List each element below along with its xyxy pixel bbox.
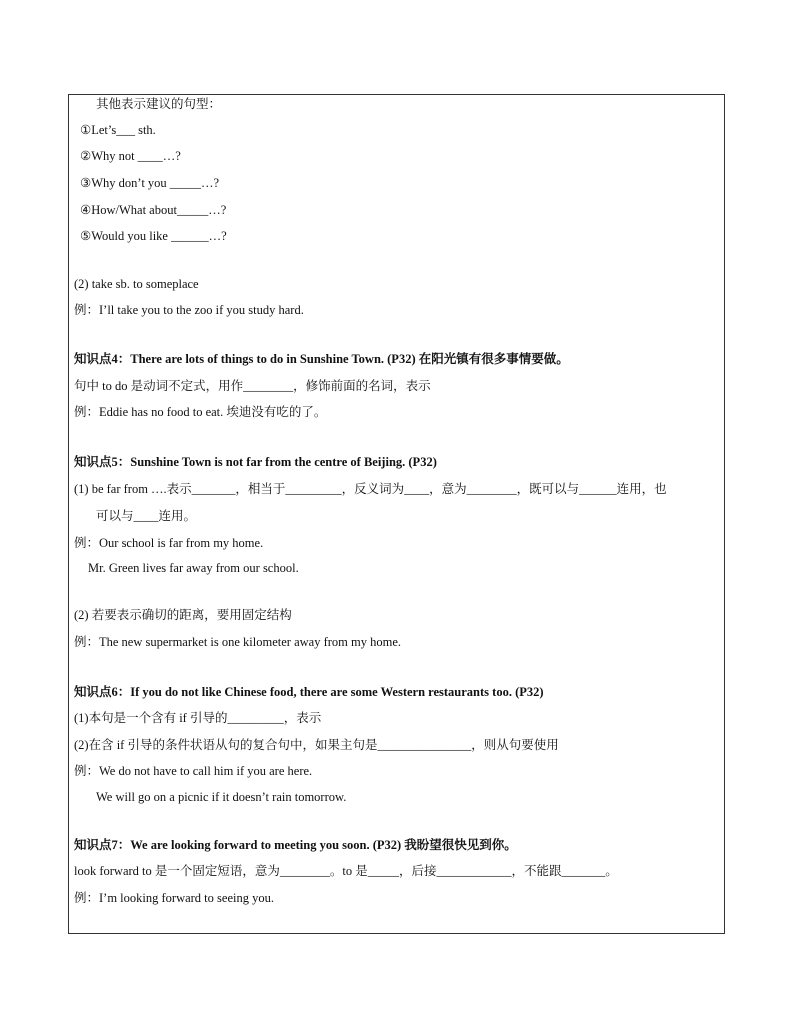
take-example: 例：I’ll take you to the zoo if you study hard. — [74, 303, 304, 317]
point6-line1: (1)本句是一个含有 if 引导的_________，表示 — [74, 711, 322, 725]
point6-line2: (2)在含 if 引导的条件状语从句的复合句中，如果主句是_______________，则从句要使用 — [74, 738, 559, 752]
point6-heading: 知识点6：If you do not like Chinese food, there are some Western restaurants too. (P32) — [74, 685, 544, 699]
point4-example: 例：Eddie has no food to eat. 埃迪没有吃的了。 — [74, 405, 327, 419]
point7-heading: 知识点7：We are looking forward to meeting you soon. (P32) 我盼望很快见到你。 — [74, 838, 517, 852]
take-phrase: (2) take sb. to someplace — [74, 277, 199, 291]
suggestion-item-3: ③Why don’t you _____…? — [80, 176, 220, 190]
point6-example1: 例：We do not have to call him if you are here. — [74, 764, 313, 778]
point7-line1: look forward to 是一个固定短语，意为________。to 是_____，后接____________，不能跟_______。 — [74, 864, 618, 878]
point5-example1: 例：Our school is far from my home. — [74, 536, 264, 550]
point5-line1b: 可以与____连用。 — [96, 509, 197, 523]
point5-heading: 知识点5：Sunshine Town is not far from the centre of Beijing. (P32) — [74, 455, 437, 469]
suggestion-item-4: ④How/What about_____…? — [80, 203, 227, 217]
point5-example3: 例：The new supermarket is one kilometer away from my home. — [74, 635, 401, 649]
point7-example: 例：I’m looking forward to seeing you. — [74, 891, 274, 905]
point5-line2: (2) 若要表示确切的距离，要用固定结构 — [74, 608, 292, 622]
point5-example2: Mr. Green lives far away from our school. — [88, 561, 299, 575]
suggestion-item-1: ①Let’s___ sth. — [80, 123, 156, 137]
suggestion-item-2: ②Why not ____…? — [80, 149, 181, 163]
point5-line1: (1) be far from ….表示_______，相当于_________，反义词为____，意为________，既可以与______连用，也 — [74, 482, 667, 496]
point4-heading: 知识点4：There are lots of things to do in Sunshine Town. (P32) 在阳光镇有很多事情要做。 — [74, 352, 569, 366]
point4-line1: 句中 to do 是动词不定式，用作________，修饰前面的名词，表示 — [74, 379, 431, 393]
suggestion-patterns-title: 其他表示建议的句型： — [96, 97, 222, 111]
point6-example2: We will go on a picnic if it doesn’t rain tomorrow. — [96, 790, 347, 804]
suggestion-item-5: ⑤Would you like ______…? — [80, 229, 227, 243]
